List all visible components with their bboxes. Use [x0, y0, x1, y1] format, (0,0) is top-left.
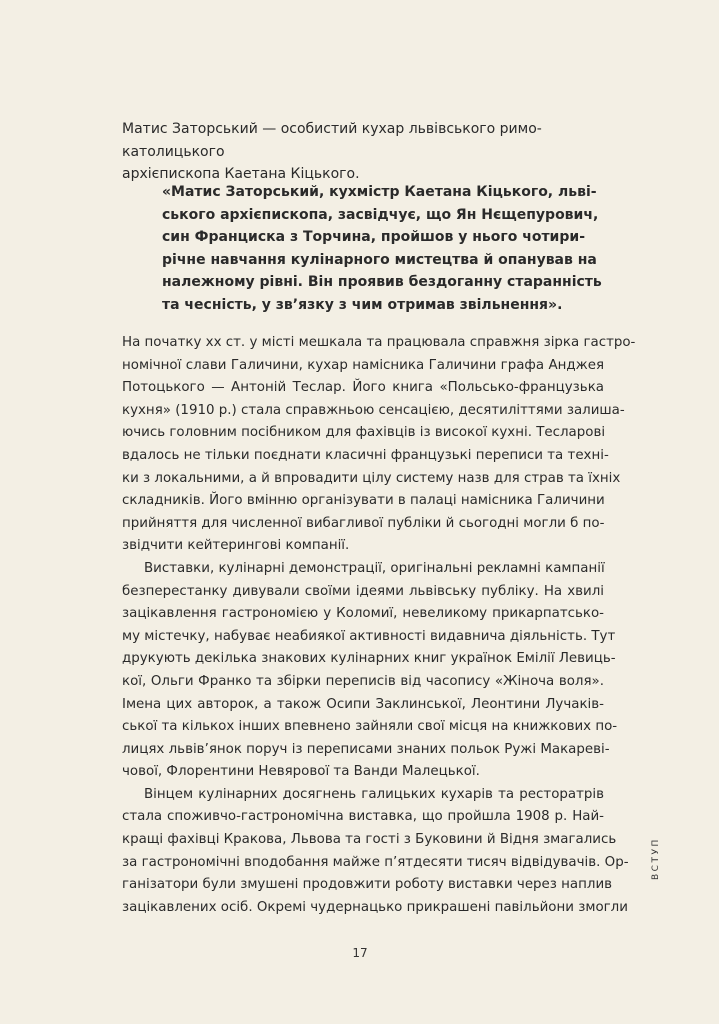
body-line: На початку xx ст. у місті мешкала та працювала справжня зірка гастро- [122, 335, 636, 350]
section-label: ВСТУП [651, 837, 661, 880]
body-line: ганізатори були змушені продовжити роботу виставки через наплив [122, 877, 613, 893]
body-line: Вінцем кулінарних досягнень галицьких кухарів та ресторатрів [144, 786, 604, 802]
body-line: кращі фахівці Кракова, Львова та гості з Буковини й Відня змагались [122, 832, 617, 848]
body-line: стала споживчо-гастрономічна виставка, що пройшла 1908 р. Най- [122, 809, 604, 825]
intro-line: Матис Заторський — особистий кухар львівського римо-католицького [122, 121, 542, 160]
quote-line: «Матис Заторський, кухмістр Каетана Кіцького, льві- [162, 184, 597, 200]
body-line: Виставки, кулінарні демонстрації, оригінальні рекламні кампанії [144, 560, 605, 576]
body-line: за гастрономічні вподобання майже п’ятдесяти тисяч відвідувачів. Ор- [122, 854, 629, 870]
quote-line: ського архієпископа, засвідчує, що Ян Нєщепурович, [162, 206, 599, 223]
body-line: друкують декілька знакових кулінарних книг українок Емілії Левиць- [122, 651, 616, 667]
quote-line: річне навчання кулінарного мистецтва й опанував на [162, 251, 597, 268]
body-line: лицях львів’янок поруч із переписами знаних польок Ружі Макареві- [122, 741, 610, 757]
body-text [122, 332, 636, 919]
body-line: номічної слави Галичини, кухар намісника Галичини графа Анджея [122, 357, 604, 373]
body-line: му містечку, набуває неабиякої активності видавнича діяльність. Тут [122, 628, 616, 644]
intro-line: архієпископа Каетана Кіцького. [122, 166, 360, 182]
body-line: ки з локальними, а й впровадити цілу систему назв для страв та їхніх [122, 470, 621, 486]
quote-line: син Франциска з Торчина, пройшов у нього чотири- [162, 229, 586, 245]
body-line: Потоцького — Антоній Теслар. Його книга «Польсько-французька [122, 380, 604, 396]
body-line: безперестанку дивували своїми ідеями львівську публіку. На хвилі [122, 583, 604, 599]
body-line: зацікавлення гастрономією у Коломиї, невеликому прикарпатсько- [122, 606, 604, 622]
body-line: чової, Флорентини Невярової та Ванди Малецької. [122, 764, 480, 780]
body-line: звідчити кейтерингові компанії. [122, 538, 350, 554]
body-line: Імена цих авторок, а також Осипи Заклинської, Леонтини Лучаків- [122, 696, 604, 712]
body-line: кої, Ольги Франко та збірки переписів від часопису «Жіноча воля». [122, 673, 604, 689]
page-number: 17 [352, 946, 368, 960]
body-line: ючись головним посібником для фахівців із високої кухні. Тесларові [122, 425, 606, 441]
body-line: зацікавлених осіб. Окремі чудернацько прикрашені павільйони змогли [122, 899, 628, 915]
quote-line: належному рівні. Він проявив бездоганну старанність [162, 274, 602, 290]
block-quote [162, 181, 602, 316]
body-line: вдалось не тільки поєднати класичні французькі переписи та техні- [122, 447, 609, 463]
body-line: кухня» (1910 р.) стала справжньою сенсацією, десятиліттями залиша- [122, 402, 625, 418]
body-line: ської та кількох інших впевнено зайняли свої місця на книжкових по- [122, 719, 618, 735]
intro-paragraph [122, 118, 612, 186]
quote-line: та чесність, у зв’язку з чим отримав звільнення». [162, 296, 563, 313]
body-line: складників. Його вмінню організувати в палаці намісника Галичини [122, 493, 605, 509]
body-line: прийняття для численної вибагливої публіки й сьогодні могли б по- [122, 515, 605, 531]
